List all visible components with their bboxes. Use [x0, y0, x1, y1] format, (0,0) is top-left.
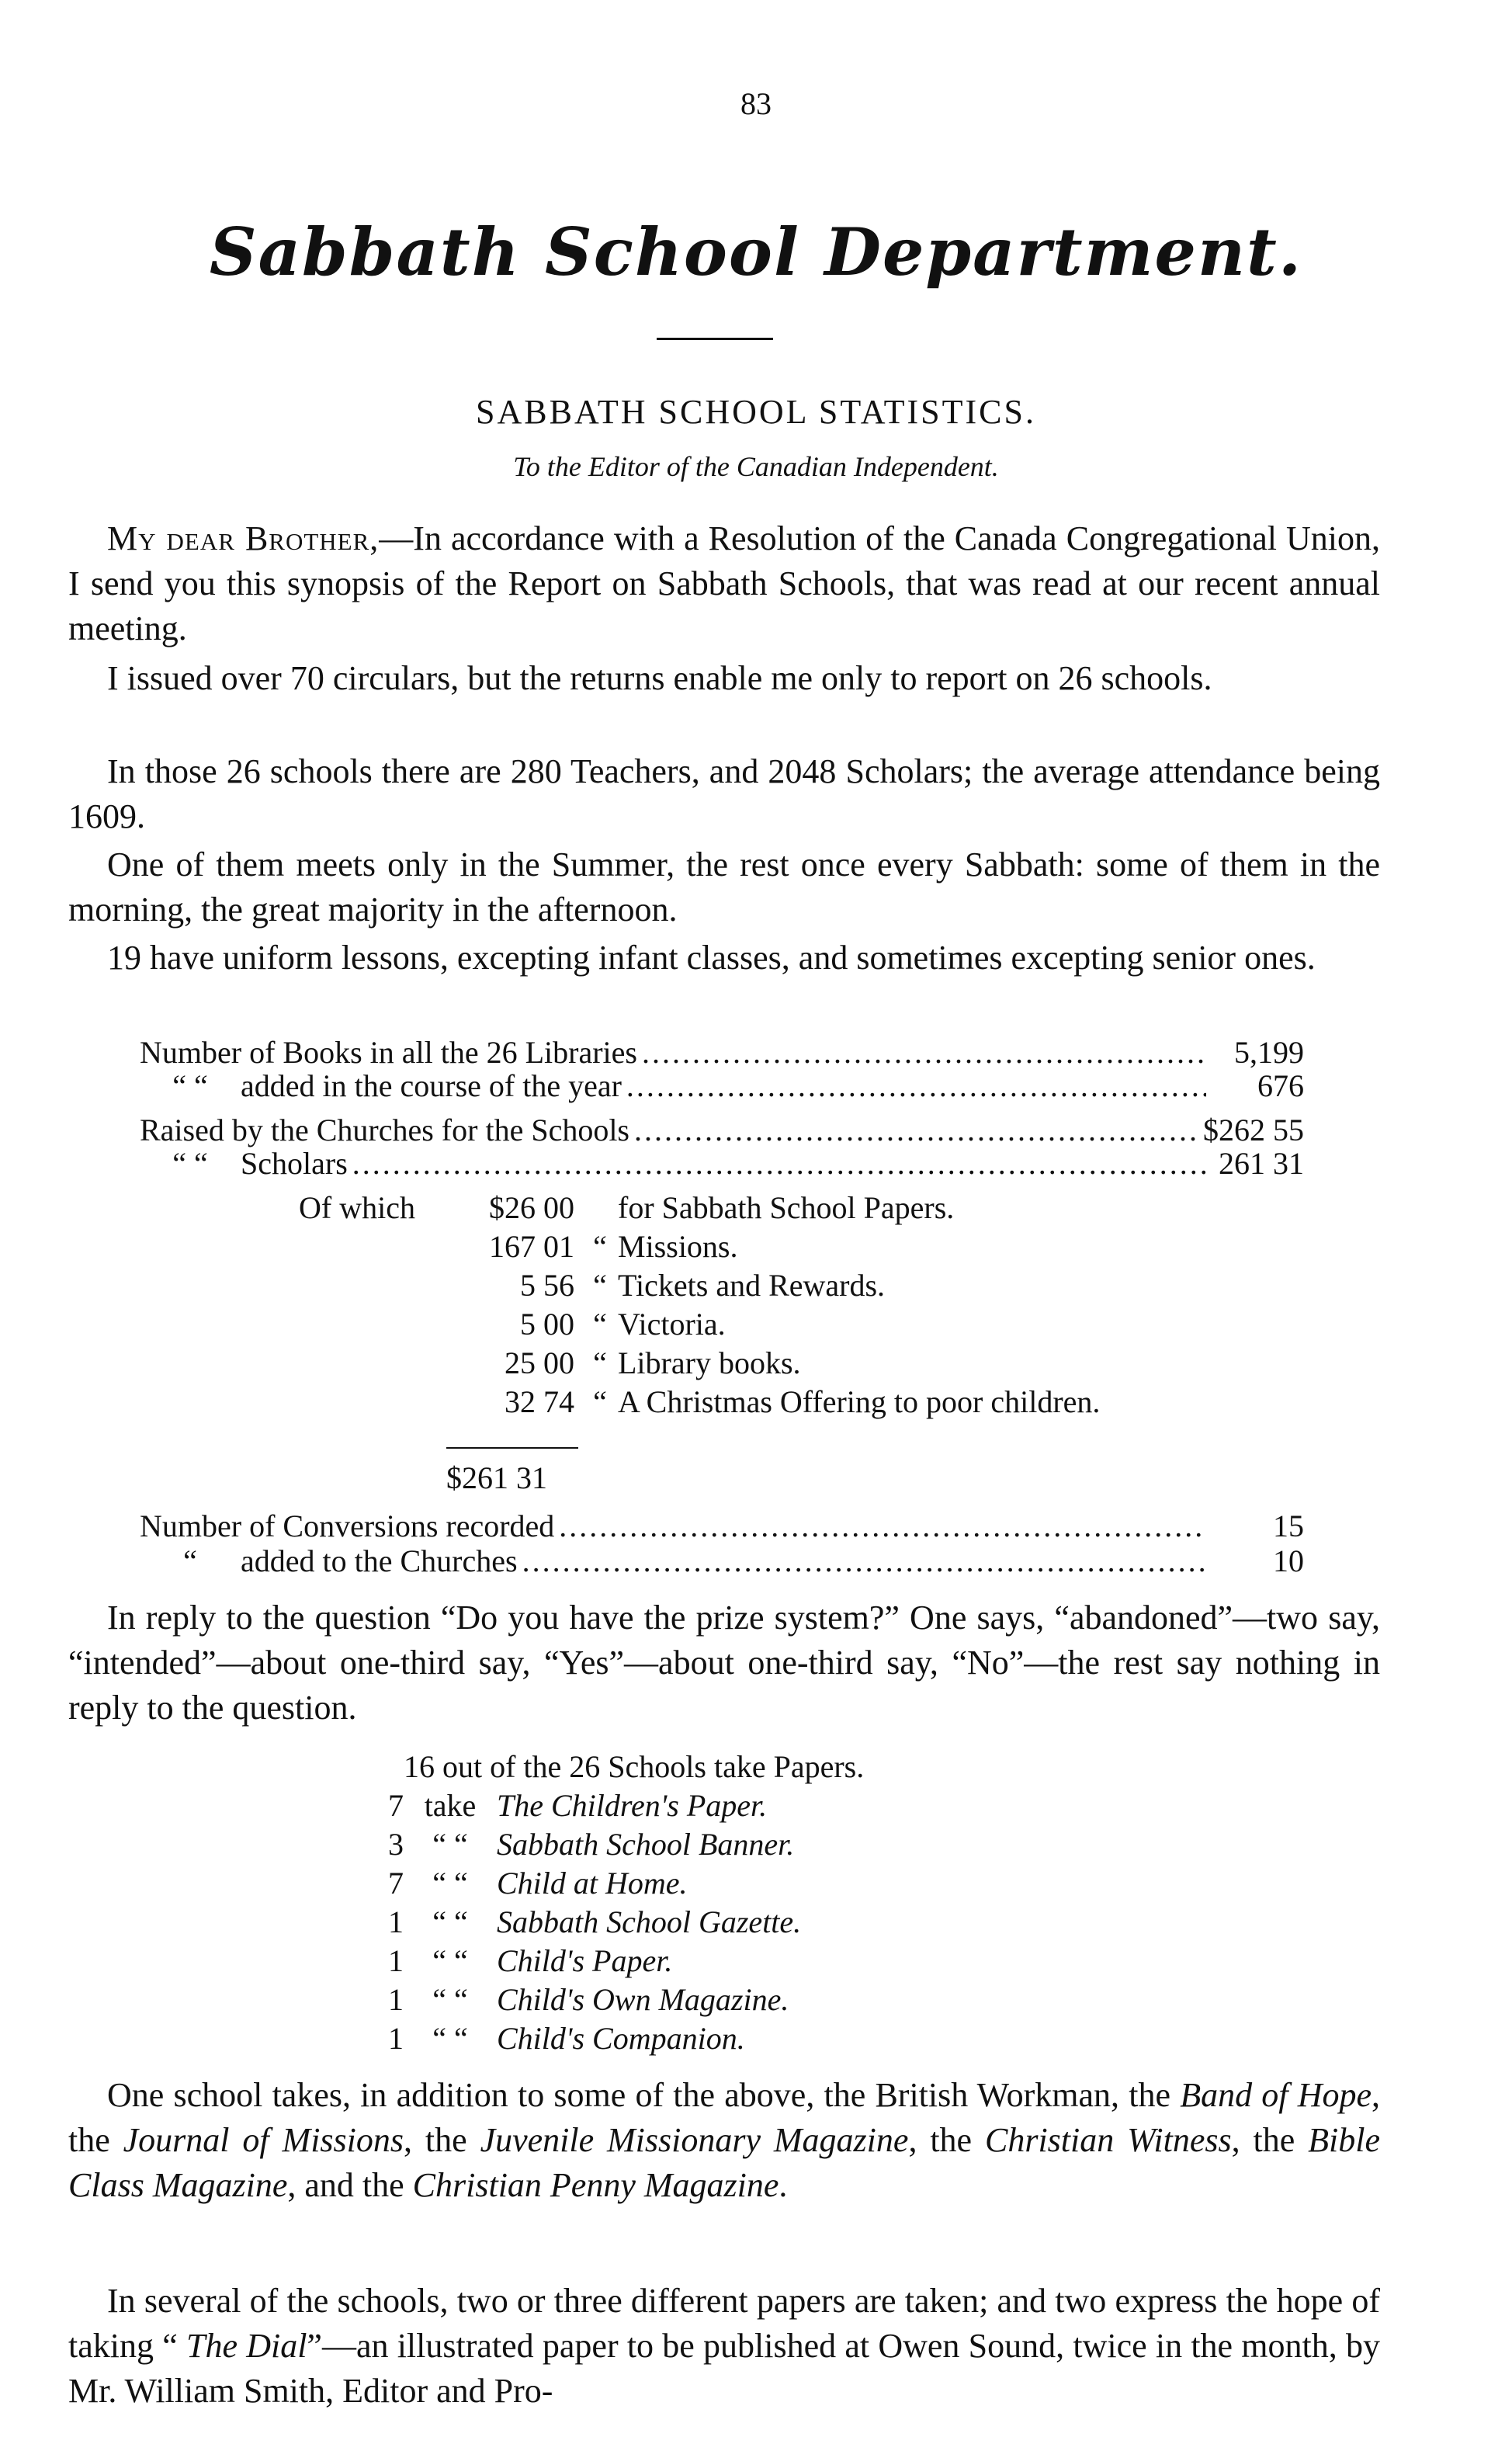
- breakdown-amount: 32 74: [505, 1384, 574, 1419]
- paragraph-6: [68, 1595, 1380, 1731]
- of-which-label: Of which: [299, 1190, 415, 1225]
- breakdown-row: 32 74 “ A Christmas Offering to poor children.: [435, 1386, 1100, 1418]
- stat-churches: [140, 1545, 1304, 1578]
- stat-books-value: 5,199: [1234, 1035, 1304, 1070]
- paragraph-4: [68, 842, 1380, 932]
- stat-churches-value: 10: [1273, 1543, 1304, 1578]
- breakdown-row: 5 56 “ Tickets and Rewards.: [435, 1269, 885, 1302]
- breakdown-amount: 5 56: [520, 1268, 574, 1303]
- paragraph-4-text: One of them meets only in the Summer, the rest once every Sabbath: some of them in the morning, the great majority in the afternoon.: [68, 845, 1380, 929]
- breakdown-amount: $26 00: [489, 1190, 574, 1225]
- paragraph-5: [68, 936, 1380, 981]
- paper-title: Child's Own Magazine.: [497, 1982, 789, 2017]
- paper-verb: “ “: [432, 1866, 468, 1901]
- stat-raised-value: $262 55: [1203, 1113, 1304, 1147]
- periodical-title: Journal of Missions: [123, 2121, 404, 2159]
- stat-churches-label: added to the Churches: [241, 1543, 518, 1578]
- breakdown-purpose: Tickets and Rewards.: [618, 1268, 886, 1303]
- paper-title: Child's Companion.: [497, 2021, 745, 2056]
- paragraph-1: [68, 516, 1380, 651]
- title-rule: [657, 338, 773, 340]
- stat-raised: [140, 1114, 1304, 1147]
- paragraph-1-text: —In accordance with a Resolution of the Canada Congregational Union, I send you this synopsis of the Report on Sabbath Schools, that was read at our recent annual meeting.: [68, 519, 1381, 647]
- paper-verb: take: [424, 1788, 477, 1823]
- salutation: My dear Brother,: [107, 519, 380, 557]
- periodical-title: Juvenile Missionary Magazine: [480, 2121, 909, 2159]
- paper-verb: “ “: [432, 1943, 468, 1978]
- periodical-title: Christian Witness: [984, 2121, 1232, 2159]
- papers-heading: 16 out of the 26 Schools take Papers.: [404, 1749, 865, 1784]
- paper-row: [0, 1945, 672, 1977]
- paper-count: 7: [388, 1866, 404, 1901]
- paper-row: [0, 1984, 789, 2016]
- paragraph-5-text: 19 have uniform lessons, excepting infant classes, and sometimes excepting senior ones.: [107, 939, 1316, 977]
- paper-verb: “ “: [432, 1904, 468, 1939]
- paragraph-2-text: I issued over 70 circulars, but the returns enable me only to report on 26 schools.: [107, 659, 1212, 697]
- breakdown-purpose: Missions.: [618, 1229, 738, 1264]
- paragraph-3: [68, 749, 1380, 839]
- stat-books: [140, 1036, 1304, 1069]
- stat-books-label: Number of Books in all the 26 Libraries: [140, 1035, 637, 1070]
- paper-title: The Children's Paper.: [497, 1788, 768, 1823]
- breakdown-amount: 25 00: [505, 1345, 574, 1380]
- paper-verb: “ “: [432, 2021, 468, 2056]
- paragraph-8: In several of the schools, two or three different papers are taken; and two express the hope of taking “ The Dial”—an illustrated paper to be published at Owen Sound, twice in the month, by Mr. William Smith, Editor and Pro-: [68, 2282, 1380, 2410]
- paragraph-3-text: In those 26 schools there are 280 Teachers, and 2048 Scholars; the average attendance being 1609.: [68, 752, 1380, 835]
- paper-verb: “ “: [432, 1827, 468, 1862]
- ditto-mark: “ “: [172, 1146, 208, 1181]
- stat-added-label: added in the course of the year: [241, 1068, 622, 1103]
- breakdown-row: 25 00 “ Library books.: [435, 1347, 801, 1380]
- stat-conversions-value: 15: [1273, 1508, 1304, 1543]
- paper-title: Sabbath School Gazette.: [497, 1904, 802, 1939]
- paper-title: Sabbath School Banner.: [497, 1827, 795, 1862]
- paragraph-6-text: In reply to the question “Do you have the prize system?” One says, “abandoned”—two say, “intended”—about one-third say, “Yes”—about one-third say, “No”—the rest say nothing in reply to the question.: [68, 1599, 1380, 1727]
- paper-count: 1: [388, 1943, 404, 1978]
- paper-title: Child at Home.: [497, 1866, 688, 1901]
- stat-scholars: [140, 1147, 1304, 1180]
- breakdown-amount: 167 01: [489, 1229, 574, 1264]
- stat-added-value: 676: [1257, 1068, 1304, 1103]
- paper-count: 1: [388, 2021, 404, 2056]
- addressee-line: To the Editor of the Canadian Independent.: [513, 451, 999, 482]
- stat-scholars-value: 261 31: [1219, 1146, 1304, 1181]
- periodical-title: Band of Hope: [1180, 2076, 1372, 2114]
- ditto-mark: “ “: [172, 1068, 208, 1103]
- stat-scholars-label: Scholars: [241, 1146, 348, 1181]
- paper-count: 3: [388, 1827, 404, 1862]
- breakdown-purpose: Victoria.: [618, 1307, 726, 1342]
- periodical-title: Christian Penny Magazine: [412, 2166, 779, 2204]
- stat-added: [140, 1070, 1304, 1102]
- paragraph-7: One school takes, in addition to some of the above, the British Workman, the Band of Hope, the Journal of Missions, the Juvenile Missionary Magazine, the Christian Witness, the Bible Class Magazine, and the Christian Penny Magazine.: [68, 2076, 1380, 2204]
- paper-count: 7: [388, 1788, 404, 1823]
- paper-verb: “ “: [432, 1982, 468, 2017]
- breakdown-row: [435, 1192, 954, 1224]
- total-rule: [446, 1447, 578, 1449]
- paper-title: Child's Paper.: [497, 1943, 673, 1978]
- breakdown-row: 5 00 “ Victoria.: [435, 1308, 726, 1341]
- paper-count: 1: [388, 1982, 404, 2017]
- stat-raised-label: Raised by the Churches for the Schools: [140, 1113, 629, 1147]
- paper-row: [0, 2022, 745, 2055]
- breakdown-purpose: A Christmas Offering to poor children.: [618, 1384, 1101, 1419]
- breakdown-amount: 5 00: [520, 1307, 574, 1342]
- paper-count: 1: [388, 1904, 404, 1939]
- periodical-title: Bible Class Magazine: [68, 2121, 1380, 2204]
- stat-conversions-label: Number of Conversions recorded: [140, 1508, 555, 1543]
- breakdown-purpose: Library books.: [618, 1345, 801, 1380]
- paper-row: [0, 1867, 688, 1900]
- paper-row: [0, 1906, 801, 1939]
- breakdown-purpose: for Sabbath School Papers.: [618, 1190, 955, 1225]
- periodical-title: The Dial: [186, 2327, 307, 2365]
- page-number: 83: [740, 86, 772, 121]
- ditto-mark: “: [183, 1543, 197, 1578]
- breakdown-row: 167 01 “ Missions.: [435, 1231, 738, 1263]
- paper-row: [0, 1828, 794, 1861]
- department-title: Sabbath School Department.: [209, 214, 1303, 290]
- stat-conversions: [140, 1510, 1304, 1543]
- breakdown-total: $261 31: [446, 1460, 547, 1495]
- paper-row: [0, 1790, 767, 1822]
- paragraph-2: [68, 656, 1380, 701]
- section-title: SABBATH SCHOOL STATISTICS.: [476, 393, 1036, 431]
